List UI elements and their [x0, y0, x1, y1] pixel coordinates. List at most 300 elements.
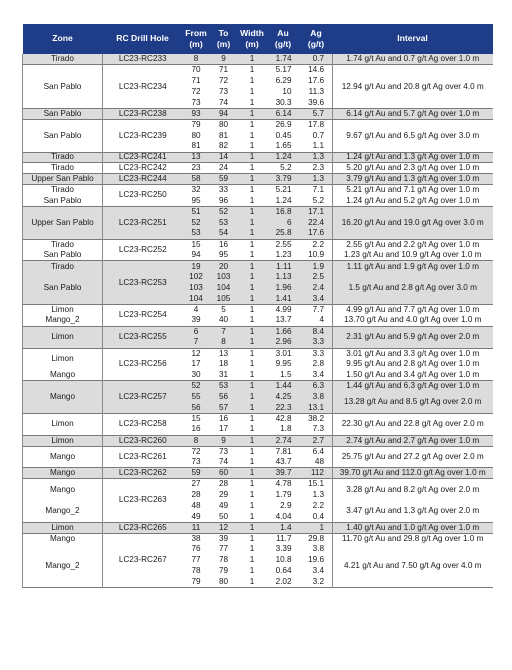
ag-cell: 19.6 [300, 555, 333, 566]
au-cell: 26.9 [267, 119, 300, 130]
ag-cell: 2.8 [300, 359, 333, 370]
ag-cell: 2.4 [300, 283, 333, 294]
header-ag-label: Ag [310, 28, 322, 39]
width-cell: 1 [238, 522, 267, 533]
zone-cell: Mango [23, 468, 103, 479]
header-ag-unit: (g/t) [307, 39, 325, 49]
interval-cell: 1.23 g/t Au and 10.9 g/t Ag over 1.0 m [333, 250, 493, 261]
to-cell: 96 [210, 196, 238, 207]
zone-cell: Upper San Pablo [23, 206, 103, 239]
table-row [23, 196, 493, 207]
interval-cell: 1.11 g/t Au and 1.9 g/t Ag over 1.0 m [333, 261, 493, 272]
from-cell: 78 [183, 566, 210, 577]
hole-group [23, 348, 493, 381]
ag-cell: 5.2 [300, 196, 333, 207]
from-cell: 51 [183, 206, 210, 217]
interval-cell: 2.31 g/t Au and 5.9 g/t Ag over 2.0 m [333, 326, 493, 348]
to-cell: 28 [210, 479, 238, 490]
ag-cell: 1.1 [300, 141, 333, 152]
table-row [23, 479, 493, 490]
interval-cell: 5.21 g/t Au and 7.1 g/t Ag over 1.0 m [333, 185, 493, 196]
au-cell: 1.23 [267, 250, 300, 261]
interval-cell: 12.94 g/t Au and 20.8 g/t Ag over 4.0 m [333, 65, 493, 109]
au-cell: 3.39 [267, 544, 300, 555]
from-cell: 19 [183, 261, 210, 272]
ag-cell: 3.4 [300, 294, 333, 305]
hole-group [23, 522, 493, 533]
ag-cell: 22.4 [300, 217, 333, 228]
width-cell: 1 [238, 457, 267, 468]
to-cell: 40 [210, 315, 238, 326]
hole-group [23, 446, 493, 468]
au-cell: 6.14 [267, 108, 300, 119]
width-cell: 1 [238, 163, 267, 174]
from-cell: 93 [183, 108, 210, 119]
header-to [210, 24, 238, 54]
au-cell: 25.8 [267, 228, 300, 239]
table-row [23, 272, 493, 283]
to-cell: 52 [210, 206, 238, 217]
drill-hole-cell: LC23-RC260 [103, 435, 183, 446]
from-cell: 103 [183, 283, 210, 294]
au-cell: 4.78 [267, 479, 300, 490]
zone-cell: Tirado [23, 261, 103, 272]
from-cell: 49 [183, 511, 210, 522]
zone-cell: Mango_2 [23, 315, 103, 326]
au-cell: 3.01 [267, 348, 300, 359]
to-cell: 16 [210, 413, 238, 424]
width-cell: 1 [238, 479, 267, 490]
header-from-unit: (m) [189, 39, 203, 49]
width-cell: 1 [238, 76, 267, 87]
hole-group [23, 174, 493, 185]
ag-cell: 5.7 [300, 108, 333, 119]
from-cell: 81 [183, 141, 210, 152]
from-cell: 12 [183, 348, 210, 359]
zone-cell: San Pablo [23, 119, 103, 152]
drill-hole-cell: LC23-RC267 [103, 533, 183, 587]
width-cell: 1 [238, 98, 267, 109]
ag-cell: 3.2 [300, 577, 333, 588]
width-cell: 1 [238, 337, 267, 348]
table-row [23, 206, 493, 217]
table-row [23, 370, 493, 381]
from-cell: 8 [183, 54, 210, 65]
width-cell: 1 [238, 424, 267, 435]
table-row [23, 261, 493, 272]
from-cell: 4 [183, 304, 210, 315]
to-cell: 80 [210, 119, 238, 130]
from-cell: 73 [183, 98, 210, 109]
hole-group [23, 185, 493, 207]
zone-cell: Limon [23, 304, 103, 315]
interval-cell: 1.24 g/t Au and 5.2 g/t Ag over 1.0 m [333, 196, 493, 207]
ag-cell: 2.7 [300, 435, 333, 446]
to-cell: 94 [210, 108, 238, 119]
from-cell: 28 [183, 490, 210, 501]
zone-cell: San Pablo [23, 272, 103, 305]
drill-hole-cell: LC23-RC251 [103, 206, 183, 239]
interval-cell: 1.74 g/t Au and 0.7 g/t Ag over 1.0 m [333, 54, 493, 65]
hole-group [23, 435, 493, 446]
hole-group [23, 533, 493, 587]
from-cell: 16 [183, 424, 210, 435]
zone-cell: Limon [23, 326, 103, 348]
au-cell: 7.81 [267, 446, 300, 457]
from-cell: 94 [183, 250, 210, 261]
width-cell: 1 [238, 348, 267, 359]
to-cell: 12 [210, 522, 238, 533]
au-cell: 16.8 [267, 206, 300, 217]
ag-cell: 2.3 [300, 163, 333, 174]
interval-cell: 1.24 g/t Au and 1.3 g/t Ag over 1.0 m [333, 152, 493, 163]
from-cell: 11 [183, 522, 210, 533]
ag-cell: 1 [300, 522, 333, 533]
to-cell: 73 [210, 446, 238, 457]
table-row [23, 468, 493, 479]
ag-cell: 0.4 [300, 511, 333, 522]
from-cell: 53 [183, 228, 210, 239]
ag-cell: 6.4 [300, 446, 333, 457]
zone-cell: Tirado [23, 239, 103, 250]
from-cell: 15 [183, 413, 210, 424]
ag-cell: 14.6 [300, 65, 333, 76]
zone-cell: Mango [23, 533, 103, 544]
zone-cell: Mango_2 [23, 501, 103, 523]
ag-cell: 2.2 [300, 501, 333, 512]
au-cell: 1.65 [267, 141, 300, 152]
ag-cell: 29.8 [300, 533, 333, 544]
interval-cell: 1.50 g/t Au and 3.4 g/t Ag over 1.0 m [333, 370, 493, 381]
au-cell: 13.7 [267, 315, 300, 326]
width-cell: 1 [238, 152, 267, 163]
to-cell: 9 [210, 435, 238, 446]
au-cell: 4.99 [267, 304, 300, 315]
width-cell: 1 [238, 185, 267, 196]
width-cell: 1 [238, 283, 267, 294]
to-cell: 79 [210, 566, 238, 577]
width-cell: 1 [238, 108, 267, 119]
from-cell: 79 [183, 119, 210, 130]
drill-hole-cell: LC23-RC255 [103, 326, 183, 348]
header-au-label: Au [277, 28, 289, 39]
hole-group [23, 326, 493, 348]
interval-cell: 1.44 g/t Au and 6.3 g/t Ag over 1.0 m [333, 381, 493, 392]
header-to-label: To [218, 28, 229, 39]
from-cell: 17 [183, 359, 210, 370]
au-cell: 2.02 [267, 577, 300, 588]
to-cell: 31 [210, 370, 238, 381]
au-cell: 1.96 [267, 283, 300, 294]
au-cell: 1.79 [267, 490, 300, 501]
au-cell: 11.7 [267, 533, 300, 544]
to-cell: 73 [210, 87, 238, 98]
from-cell: 38 [183, 533, 210, 544]
hole-group [23, 206, 493, 239]
interval-cell: 22.30 g/t Au and 22.8 g/t Ag over 2.0 m [333, 413, 493, 435]
zone-cell: San Pablo [23, 250, 103, 261]
table-row [23, 348, 493, 359]
ag-cell: 13.1 [300, 403, 333, 414]
to-cell: 71 [210, 65, 238, 76]
to-cell: 29 [210, 490, 238, 501]
ag-cell: 4 [300, 315, 333, 326]
ag-cell: 1.3 [300, 152, 333, 163]
au-cell: 2.96 [267, 337, 300, 348]
drill-hole-cell: LC23-RC258 [103, 413, 183, 435]
header-from-label: From [185, 28, 207, 39]
table-header [23, 24, 493, 54]
ag-cell: 1.3 [300, 174, 333, 185]
from-cell: 58 [183, 174, 210, 185]
table-row [23, 65, 493, 76]
hole-group [23, 152, 493, 163]
from-cell: 6 [183, 326, 210, 337]
drill-hole-cell: LC23-RC252 [103, 239, 183, 261]
ag-cell: 17.8 [300, 119, 333, 130]
width-cell: 1 [238, 228, 267, 239]
hole-group [23, 119, 493, 152]
from-cell: 52 [183, 381, 210, 392]
from-cell: 72 [183, 446, 210, 457]
to-cell: 74 [210, 98, 238, 109]
to-cell: 95 [210, 250, 238, 261]
width-cell: 1 [238, 130, 267, 141]
table-row [23, 381, 493, 392]
to-cell: 50 [210, 511, 238, 522]
from-cell: 72 [183, 87, 210, 98]
header-width-label: Width [240, 28, 264, 39]
zone-cell: Limon [23, 348, 103, 370]
au-cell: 1.5 [267, 370, 300, 381]
au-cell: 1.11 [267, 261, 300, 272]
to-cell: 72 [210, 76, 238, 87]
from-cell: 56 [183, 403, 210, 414]
width-cell: 1 [238, 413, 267, 424]
au-cell: 1.13 [267, 272, 300, 283]
au-cell: 30.3 [267, 98, 300, 109]
zone-cell: Limon [23, 522, 103, 533]
to-cell: 33 [210, 185, 238, 196]
to-cell: 74 [210, 457, 238, 468]
header-to-unit: (m) [216, 39, 231, 49]
au-cell: 5.21 [267, 185, 300, 196]
interval-cell: 6.14 g/t Au and 5.7 g/t Ag over 1.0 m [333, 108, 493, 119]
ag-cell: 15.1 [300, 479, 333, 490]
width-cell: 1 [238, 435, 267, 446]
interval-cell: 1.40 g/t Au and 1.0 g/t Ag over 1.0 m [333, 522, 493, 533]
ag-cell: 39.6 [300, 98, 333, 109]
drill-hole-cell: LC23-RC256 [103, 348, 183, 381]
zone-cell: Limon [23, 413, 103, 435]
drill-hole-cell: LC23-RC234 [103, 65, 183, 109]
width-cell: 1 [238, 468, 267, 479]
ag-cell: 17.1 [300, 206, 333, 217]
table-row [23, 435, 493, 446]
ag-cell: 0.7 [300, 54, 333, 65]
to-cell: 103 [210, 272, 238, 283]
zone-cell: Mango [23, 479, 103, 501]
au-cell: 3.79 [267, 174, 300, 185]
header-from [183, 24, 210, 54]
table-row [23, 446, 493, 457]
drill-hole-cell: LC23-RC238 [103, 108, 183, 119]
drill-hole-cell: LC23-RC261 [103, 446, 183, 468]
from-cell: 102 [183, 272, 210, 283]
zone-cell: Tirado [23, 163, 103, 174]
interval-cell: 11.70 g/t Au and 29.8 g/t Ag over 1.0 m [333, 533, 493, 544]
width-cell: 1 [238, 196, 267, 207]
from-cell: 23 [183, 163, 210, 174]
to-cell: 57 [210, 403, 238, 414]
zone-cell: Upper San Pablo [23, 174, 103, 185]
width-cell: 1 [238, 446, 267, 457]
header-width [238, 24, 267, 54]
hole-group [23, 163, 493, 174]
interval-cell: 13.28 g/t Au and 8.5 g/t Ag over 2.0 m [333, 392, 493, 414]
drill-hole-cell: LC23-RC257 [103, 381, 183, 414]
interval-cell: 4.99 g/t Au and 7.7 g/t Ag over 1.0 m [333, 304, 493, 315]
hole-group [23, 381, 493, 414]
width-cell: 1 [238, 65, 267, 76]
au-cell: 1.74 [267, 54, 300, 65]
width-cell: 1 [238, 370, 267, 381]
to-cell: 5 [210, 304, 238, 315]
au-cell: 10 [267, 87, 300, 98]
table-row [23, 250, 493, 261]
width-cell: 1 [238, 326, 267, 337]
au-cell: 0.45 [267, 130, 300, 141]
table-row [23, 326, 493, 337]
drill-results-table [22, 24, 493, 588]
to-cell: 80 [210, 577, 238, 588]
drill-hole-cell: LC23-RC244 [103, 174, 183, 185]
zone-cell: San Pablo [23, 65, 103, 109]
au-cell: 9.95 [267, 359, 300, 370]
table-row [23, 54, 493, 65]
drill-hole-cell: LC23-RC242 [103, 163, 183, 174]
interval-cell: 4.21 g/t Au and 7.50 g/t Ag over 4.0 m [333, 544, 493, 588]
table-row [23, 152, 493, 163]
to-cell: 78 [210, 555, 238, 566]
ag-cell: 3.8 [300, 544, 333, 555]
ag-cell: 7.3 [300, 424, 333, 435]
from-cell: 52 [183, 217, 210, 228]
to-cell: 7 [210, 326, 238, 337]
zone-cell: San Pablo [23, 108, 103, 119]
width-cell: 1 [238, 272, 267, 283]
ag-cell: 11.3 [300, 87, 333, 98]
au-cell: 4.25 [267, 392, 300, 403]
au-cell: 4.04 [267, 511, 300, 522]
from-cell: 79 [183, 577, 210, 588]
ag-cell: 17.6 [300, 76, 333, 87]
ag-cell: 1.9 [300, 261, 333, 272]
width-cell: 1 [238, 217, 267, 228]
width-cell: 1 [238, 141, 267, 152]
drill-hole-cell: LC23-RC253 [103, 261, 183, 305]
ag-cell: 48 [300, 457, 333, 468]
width-cell: 1 [238, 555, 267, 566]
to-cell: 49 [210, 501, 238, 512]
hole-group [23, 479, 493, 523]
zone-cell: Limon [23, 435, 103, 446]
ag-cell: 2.5 [300, 272, 333, 283]
hole-group [23, 304, 493, 326]
to-cell: 13 [210, 348, 238, 359]
from-cell: 73 [183, 457, 210, 468]
ag-cell: 3.3 [300, 337, 333, 348]
drill-hole-cell: LC23-RC262 [103, 468, 183, 479]
width-cell: 1 [238, 294, 267, 305]
au-cell: 2.55 [267, 239, 300, 250]
drill-hole-cell: LC23-RC241 [103, 152, 183, 163]
to-cell: 54 [210, 228, 238, 239]
table-row [23, 163, 493, 174]
ag-cell: 1.3 [300, 490, 333, 501]
table-row [23, 174, 493, 185]
from-cell: 77 [183, 555, 210, 566]
ag-cell: 3.8 [300, 392, 333, 403]
interval-cell: 16.20 g/t Au and 19.0 g/t Ag over 3.0 m [333, 206, 493, 239]
width-cell: 1 [238, 566, 267, 577]
width-cell: 1 [238, 381, 267, 392]
ag-cell: 3.4 [300, 370, 333, 381]
drill-hole-cell: LC23-RC250 [103, 185, 183, 207]
to-cell: 60 [210, 468, 238, 479]
width-cell: 1 [238, 501, 267, 512]
to-cell: 16 [210, 239, 238, 250]
ag-cell: 112 [300, 468, 333, 479]
ag-cell: 2.2 [300, 239, 333, 250]
table-row [23, 544, 493, 555]
from-cell: 48 [183, 501, 210, 512]
drill-hole-cell: LC23-RC263 [103, 479, 183, 523]
hole-group [23, 65, 493, 109]
from-cell: 30 [183, 370, 210, 381]
interval-cell: 9.67 g/t Au and 6.5 g/t Ag over 3.0 m [333, 119, 493, 152]
au-cell: 1.24 [267, 152, 300, 163]
ag-cell: 3.4 [300, 566, 333, 577]
drill-hole-cell: LC23-RC239 [103, 119, 183, 152]
to-cell: 18 [210, 359, 238, 370]
width-cell: 1 [238, 315, 267, 326]
au-cell: 6 [267, 217, 300, 228]
ag-cell: 8.4 [300, 326, 333, 337]
interval-cell: 13.70 g/t Au and 4.0 g/t Ag over 1.0 m [333, 315, 493, 326]
table-row [23, 185, 493, 196]
width-cell: 1 [238, 250, 267, 261]
table-row [23, 239, 493, 250]
drill-hole-cell: LC23-RC265 [103, 522, 183, 533]
width-cell: 1 [238, 119, 267, 130]
from-cell: 8 [183, 435, 210, 446]
from-cell: 7 [183, 337, 210, 348]
width-cell: 1 [238, 511, 267, 522]
au-cell: 2.9 [267, 501, 300, 512]
ag-cell: 0.7 [300, 130, 333, 141]
table-row [23, 501, 493, 512]
interval-cell: 2.74 g/t Au and 2.7 g/t Ag over 1.0 m [333, 435, 493, 446]
hole-group [23, 261, 493, 305]
header-interval: Interval [333, 24, 493, 54]
to-cell: 39 [210, 533, 238, 544]
from-cell: 76 [183, 544, 210, 555]
header-au-unit: (g/t) [274, 39, 292, 49]
from-cell: 80 [183, 130, 210, 141]
table-row [23, 304, 493, 315]
from-cell: 39 [183, 315, 210, 326]
